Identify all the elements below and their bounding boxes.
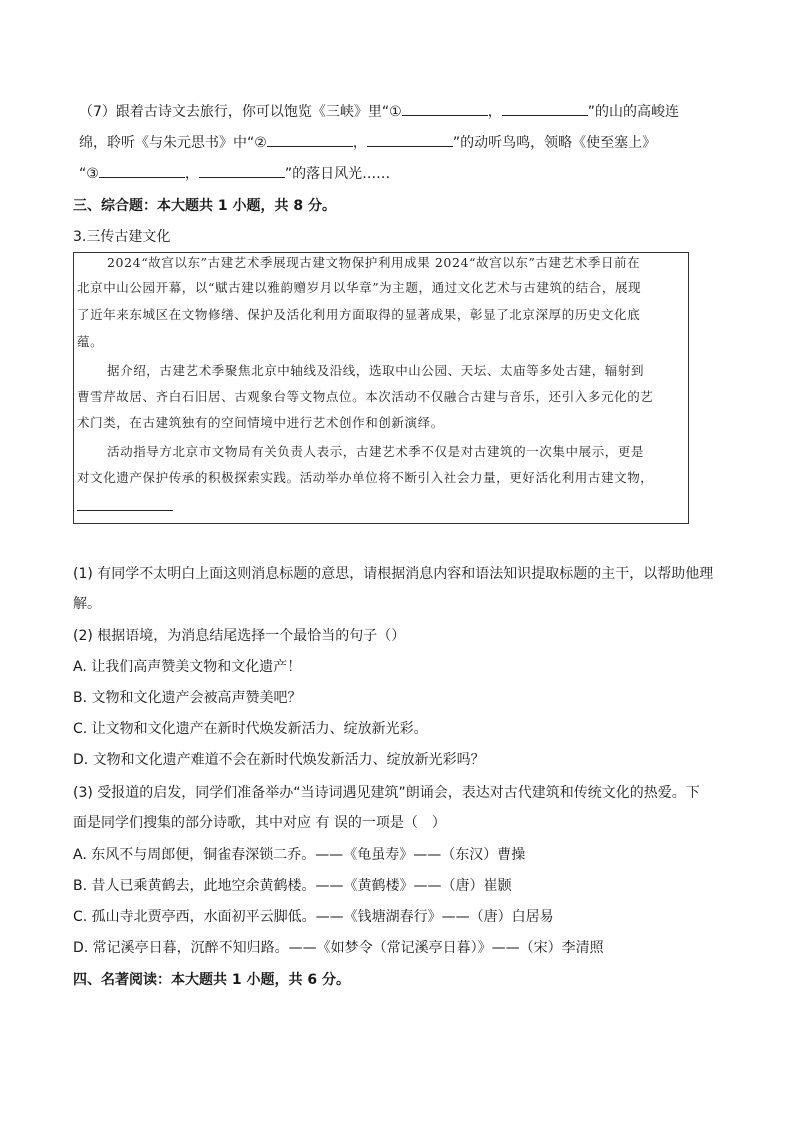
- q7-line1-text-a: （7）跟着古诗文去旅行，你可以饱览《三峡》里“①: [79, 104, 402, 120]
- q7-line2-text-c: ”的动听鸟鸣，领略《使至塞上》: [452, 135, 657, 151]
- sub3-option-c[interactable]: C. 孤山寺北贾亭西，水面初平云脚低。——《钱塘湖春行》——（唐）白居易: [73, 909, 554, 925]
- q7-line1-text-c: ”的山的高峻连: [587, 104, 679, 120]
- q7-line1-text-b: ，: [487, 104, 502, 120]
- sub2-option-b[interactable]: B. 文物和文化遗产会被高声赞美吧？: [73, 690, 302, 706]
- q7-line-2: [79, 132, 656, 153]
- sub3-stem-line-2: 面是同学们搜集的部分诗歌，其中对应 有 误的一项是（ ）: [73, 815, 446, 831]
- passage-line: 2024“故宫以东”古建艺术季展现古建文物保护利用成果 2024“故宫以东”古建艺术季日前在: [107, 255, 641, 270]
- passage-line: 据介绍，古建艺术季聚焦北京中轴线及沿线，选取中山公园、天坛、太庙等多处古建，辐射到: [107, 363, 645, 378]
- sub3-stem-line-1: (3) 受报道的启发，同学们准备举办“当诗词遇见建筑”朗诵会，表达对古代建筑和传统文化的热爱。下: [73, 785, 700, 801]
- q7-line3-text-b: ，: [184, 166, 199, 182]
- passage-line: 活动指导方北京市文物局有关负责人表示，古建艺术季不仅是对古建筑的一次集中展示，更是: [107, 444, 645, 459]
- passage-line: 了近年来东城区在文物修缮、保护及活化利用方面取得的显著成果，彰显了北京深厚的历史文化底: [77, 307, 641, 322]
- sub3-option-b[interactable]: B. 昔人已乘黄鹤去，此地空余黄鹤楼。——《黄鹤楼》——（唐）崔颢: [73, 878, 512, 894]
- passage-line: 北京中山公园开幕，以“赋古建以雅韵赠岁月以华章”为主题，通过文化艺术与古建筑的结合，展现: [77, 280, 642, 295]
- passage-line: 曹雪芹故居、齐白石旧居、古观象台等文物点位。本次活动不仅融合古建与音乐，还引入多元化的艺: [77, 389, 654, 404]
- blank-3a[interactable]: [99, 163, 185, 178]
- blank-1b[interactable]: [502, 101, 588, 116]
- sub2-stem: (2) 根据语境，为消息结尾选择一个最恰当的句子（）: [73, 628, 406, 644]
- passage-line: 对文化遗产保护传承的积极探索实践。活动举办单位将不断引入社会力量，更好活化利用古建文物，: [77, 470, 654, 485]
- q7-line-1: [79, 101, 679, 122]
- q7-line3-text-c: ”的落日风光……: [284, 166, 391, 182]
- q7-line2-text-b: ，: [352, 135, 367, 151]
- sub2-option-a[interactable]: A. 让我们高声赞美文物和文化遗产！: [73, 659, 302, 675]
- blank-1a[interactable]: [402, 101, 488, 116]
- q7-line3-text-a: “③: [79, 166, 99, 182]
- section-4-heading: 四、名著阅读：本大题共 1 小题，共 6 分。: [73, 972, 350, 988]
- blank-3b[interactable]: [199, 163, 285, 178]
- blank-2a[interactable]: [267, 132, 353, 147]
- q3-title: 3.三传古建文化: [73, 229, 171, 245]
- q7-line2-text-a: 绵，聆听《与朱元思书》中“②: [79, 135, 267, 151]
- sub1-line-1: (1) 有同学不太明白上面这则消息标题的意思，请根据消息内容和语法知识提取标题的主干，以帮助他理: [73, 566, 714, 582]
- passage-line: 术门类，在古建筑独有的空间情境中进行艺术创作和创新演绎。: [77, 415, 444, 430]
- sub2-option-d[interactable]: D. 文物和文化遗产难道不会在新时代焕发新活力、绽放新光彩吗？: [73, 752, 485, 768]
- sub3-option-a[interactable]: A. 东风不与周郎便，铜雀春深锁二乔。——《龟虽寿》——（东汉）曹操: [73, 847, 526, 863]
- sub3-option-d[interactable]: D. 常记溪亭日暮，沉醉不知归路。——《如梦令（常记溪亭日暮）》——（宋）李清照: [73, 940, 604, 956]
- sub2-option-c[interactable]: C. 让文物和文化遗产在新时代焕发新活力、绽放新光彩。: [73, 721, 428, 737]
- passage-answer-blank[interactable]: [77, 510, 173, 511]
- blank-2b[interactable]: [367, 132, 453, 147]
- news-passage-box: [73, 252, 689, 524]
- section-3-heading: 三、综合题：本大题共 1 小题，共 8 分。: [73, 198, 336, 214]
- sub1-line-2: 解。: [73, 596, 101, 612]
- q7-line-3: [79, 163, 390, 184]
- passage-line: 蕴。: [77, 334, 104, 349]
